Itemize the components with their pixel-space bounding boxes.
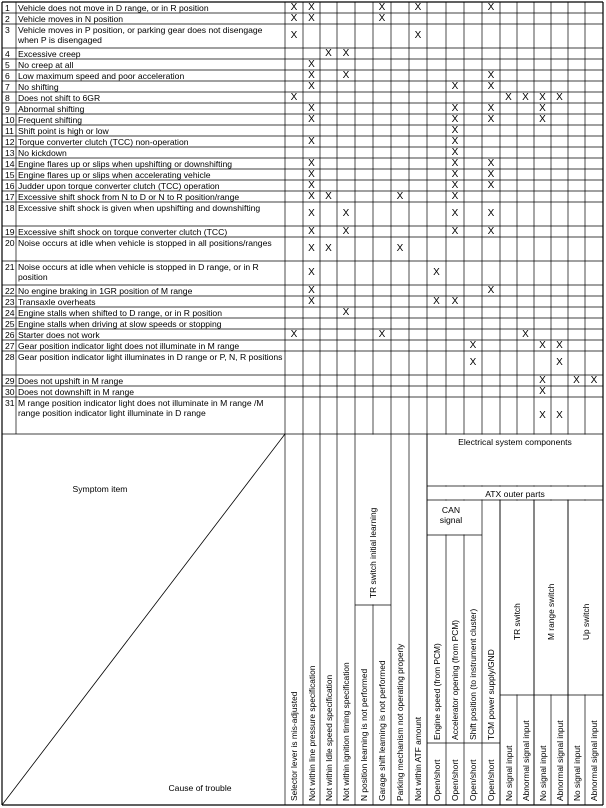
- cause-mark: X: [451, 103, 459, 114]
- cause-mark: X: [487, 2, 495, 13]
- symptom-text: M range position indicator light does not illuminate in M range /M range position indicator light illuminate in D range: [18, 398, 264, 418]
- cause-mark: X: [451, 208, 459, 219]
- symptom-text: Vehicle moves in N position: [18, 14, 124, 24]
- row-number: 18: [5, 203, 15, 213]
- cause-mark: X: [414, 2, 422, 13]
- cause-mark: X: [342, 208, 350, 219]
- row-number: 4: [5, 49, 10, 59]
- cause-mark: X: [325, 191, 332, 202]
- cause-mark: X: [308, 267, 315, 278]
- row-number: 26: [5, 330, 15, 340]
- cause-label: Not within ignition timing specification: [341, 662, 351, 801]
- row-number: 19: [5, 227, 15, 237]
- cause-mark: X: [433, 296, 440, 307]
- cause-mark: X: [556, 357, 563, 368]
- cause-of-trouble-label: Cause of trouble: [168, 783, 232, 793]
- cause-label: No signal input: [571, 745, 582, 801]
- symptom-text: Engine stalls when driving at slow speeds or stopping: [18, 319, 222, 329]
- row-number: 11: [5, 126, 14, 136]
- cause-label: Shift position (to instrument cluster): [468, 608, 478, 740]
- cause-mark: X: [487, 285, 495, 296]
- cause-label: Abnormal signal input: [554, 720, 565, 801]
- cause-label: No signal input: [537, 745, 548, 801]
- cause-mark: X: [396, 191, 404, 202]
- cause-mark: X: [505, 92, 512, 103]
- cause-mark: X: [308, 81, 315, 92]
- symptom-text: Does not downshift in M range: [18, 387, 135, 397]
- cause-mark: X: [487, 114, 495, 125]
- symptom-text: Excessive shift shock is given when upshifting and downshifting: [18, 203, 261, 213]
- cause-mark: X: [539, 410, 546, 421]
- symptom-text: Shift point is high or low: [18, 126, 109, 136]
- cause-mark: X: [451, 191, 459, 202]
- cause-mark: X: [451, 125, 459, 136]
- group-electrical: Electrical system components: [458, 437, 572, 447]
- cause-label: Parking mechanism not operating properly: [395, 643, 405, 801]
- cause-mark: X: [290, 92, 298, 103]
- symptom-text: Low maximum speed and poor acceleration: [18, 71, 185, 81]
- cause-mark: X: [451, 81, 459, 92]
- row-number: 30: [5, 387, 15, 397]
- cause-mark: X: [378, 329, 386, 340]
- cause-label: TCM power supply/GND: [486, 649, 496, 740]
- row-number: 27: [5, 341, 15, 351]
- symptom-text: Noise occurs at idle when vehicle is stopped in D range, or in R position: [18, 262, 259, 282]
- cause-mark: X: [451, 158, 459, 169]
- group-tr-initial-learning: TR switch initial learning: [368, 507, 378, 598]
- group-up-switch: Up switch: [580, 603, 591, 640]
- cause-mark: X: [451, 136, 459, 147]
- row-number: 22: [5, 286, 15, 296]
- symptom-text: No shifting: [18, 82, 59, 92]
- cause-mark: X: [308, 208, 315, 219]
- cause-mark: X: [469, 357, 477, 368]
- cause-mark: X: [342, 307, 350, 318]
- row-number: 28: [5, 352, 15, 362]
- cause-mark: X: [308, 285, 315, 296]
- symptom-text: Excessive creep: [18, 49, 81, 59]
- row-number: 17: [5, 192, 15, 202]
- cause-mark: X: [414, 30, 422, 41]
- cause-mark: X: [451, 169, 459, 180]
- cause-mark: X: [451, 114, 459, 125]
- row-number: 20: [5, 238, 15, 248]
- cause-mark: X: [487, 70, 495, 81]
- cause-mark: X: [522, 92, 529, 103]
- group-can-signal: CAN signal: [439, 505, 463, 525]
- symptom-text: Does not upshift in M range: [18, 376, 124, 386]
- row-number: 24: [5, 308, 15, 318]
- cause-mark: X: [539, 386, 546, 397]
- cause-label: Abnormal signal input: [520, 720, 531, 801]
- cause-mark: X: [308, 59, 315, 70]
- cause-mark: X: [487, 103, 495, 114]
- cause-mark: X: [308, 13, 315, 24]
- cause-mark: X: [342, 70, 350, 81]
- symptom-item-label: Symptom item: [72, 484, 128, 494]
- cause-label: Not within line pressure specification: [306, 665, 317, 801]
- cause-mark: X: [556, 340, 563, 351]
- cause-mark: X: [290, 13, 298, 24]
- row-number: 14: [5, 159, 15, 169]
- cause-mark: X: [573, 375, 580, 386]
- cause-label: Garage shift learning is not performed: [377, 660, 387, 801]
- cause-mark: X: [539, 103, 546, 114]
- cause-mark: X: [539, 340, 546, 351]
- row-number: 10: [5, 115, 15, 125]
- symptom-text: Abnormal shifting: [18, 104, 85, 114]
- cause-mark: X: [325, 243, 332, 254]
- cause-label: N position learning is not performed: [359, 668, 369, 801]
- row-number: 3: [5, 25, 10, 35]
- cause-mark: X: [396, 243, 404, 254]
- group-tr-switch: TR switch: [512, 603, 522, 640]
- cause-label: Selector lever is mis-adjusted: [289, 691, 299, 801]
- cause-mark: X: [308, 103, 315, 114]
- symptom-text: Vehicle moves in P position, or parking gear does not disengage when P is disengaged: [18, 25, 263, 45]
- cause-mark: X: [522, 329, 529, 340]
- cause-label: Abnormal signal input: [589, 720, 599, 801]
- row-number: 21: [5, 262, 15, 272]
- cause-label: Engine speed (from PCM): [431, 643, 442, 740]
- cause-mark: X: [308, 136, 315, 147]
- symptom-text: Noise occurs at idle when vehicle is stopped in all positions/ranges: [18, 238, 272, 248]
- cause-mark: X: [290, 2, 298, 13]
- cause-mark: X: [308, 70, 315, 81]
- symptom-text: No creep at all: [18, 60, 74, 70]
- symptom-text: Frequent shifting: [18, 115, 83, 125]
- row-number: 5: [5, 60, 10, 70]
- cause-mark: X: [308, 191, 315, 202]
- row-number: 2: [5, 14, 10, 24]
- row-number: 9: [5, 104, 10, 114]
- cause-mark: X: [556, 410, 563, 421]
- cause-mark: X: [539, 375, 546, 386]
- cause-mark: X: [487, 158, 495, 169]
- cause-mark: X: [451, 296, 459, 307]
- open-short-label: Open/short: [450, 759, 460, 801]
- symptom-text: Excessive shift shock on torque converter clutch (TCC): [18, 227, 228, 237]
- cause-label: Accelerator opening (from PCM): [450, 619, 460, 740]
- row-number: 31: [5, 398, 15, 408]
- row-number: 25: [5, 319, 15, 329]
- row-number: 12: [5, 137, 15, 147]
- group-m-range-switch: M range switch: [546, 583, 556, 640]
- open-short-label: Open/short: [431, 759, 442, 801]
- cause-mark: X: [539, 92, 546, 103]
- cause-mark: X: [378, 13, 386, 24]
- cause-mark: X: [342, 226, 350, 237]
- row-number: 23: [5, 297, 15, 307]
- cause-mark: X: [342, 48, 350, 59]
- row-number: 7: [5, 82, 10, 92]
- cause-mark: X: [487, 208, 495, 219]
- cause-mark: X: [487, 180, 495, 191]
- row-number: 15: [5, 170, 15, 180]
- cause-mark: X: [308, 226, 315, 237]
- cause-mark: X: [556, 92, 563, 103]
- row-number: 1: [5, 3, 10, 13]
- cause-mark: X: [590, 375, 598, 386]
- symptom-text: No kickdown: [18, 148, 67, 158]
- cause-mark: X: [325, 48, 332, 59]
- symptom-text: Excessive shift shock from N to D or N to R position/range: [18, 192, 240, 202]
- symptom-text: Vehicle does not move in D range, or in R position: [18, 3, 209, 13]
- cause-label: Not within Idle speed specification: [323, 674, 334, 801]
- symptom-text: Engine stalls when shifted to D range, or in R position: [18, 308, 222, 318]
- cause-mark: X: [308, 243, 315, 254]
- row-number: 8: [5, 93, 10, 103]
- cause-mark: X: [433, 267, 440, 278]
- cause-mark: X: [378, 2, 386, 13]
- symptom-text: Torque converter clutch (TCC) non-operation: [18, 137, 189, 147]
- cause-label: No signal input: [503, 745, 514, 801]
- symptom-text: Engine flares up or slips when accelerating vehicle: [18, 170, 211, 180]
- symptom-text: Engine flares up or slips when upshifting or downshifting: [18, 159, 233, 169]
- open-short-label: Open/short: [468, 759, 478, 801]
- group-atx: ATX outer parts: [485, 489, 545, 499]
- cause-mark: X: [308, 180, 315, 191]
- cause-mark: X: [451, 147, 459, 158]
- cause-mark: X: [308, 2, 315, 13]
- cause-mark: X: [487, 81, 495, 92]
- cause-mark: X: [487, 169, 495, 180]
- symptom-text: Judder upon torque converter clutch (TCC) operation: [18, 181, 220, 191]
- symptom-text: Gear position indicator light illuminates in D range or P, N, R positions: [18, 352, 283, 362]
- symptom-text: Transaxle overheats: [18, 297, 96, 307]
- open-short-label: Open/short: [486, 759, 496, 801]
- cause-mark: X: [290, 329, 298, 340]
- cause-mark: X: [308, 158, 315, 169]
- cause-mark: X: [308, 114, 315, 125]
- row-number: 16: [5, 181, 15, 191]
- cause-mark: X: [451, 226, 459, 237]
- symptom-text: No engine braking in 1GR position of M range: [18, 286, 193, 296]
- cause-mark: X: [469, 340, 477, 351]
- row-number: 13: [5, 148, 15, 158]
- cause-mark: X: [451, 180, 459, 191]
- cause-mark: X: [308, 296, 315, 307]
- symptom-text: Starter does not work: [18, 330, 100, 340]
- cause-mark: X: [290, 30, 298, 41]
- cause-label: Not within ATF amount: [413, 716, 423, 801]
- symptom-text: Does not shift to 6GR: [18, 93, 101, 103]
- row-number: 29: [5, 376, 15, 386]
- symptom-text: Gear position indicator light does not illuminate in M range: [18, 341, 240, 351]
- row-number: 6: [5, 71, 10, 81]
- cause-mark: X: [487, 226, 495, 237]
- cause-mark: X: [539, 114, 546, 125]
- cause-mark: X: [308, 169, 315, 180]
